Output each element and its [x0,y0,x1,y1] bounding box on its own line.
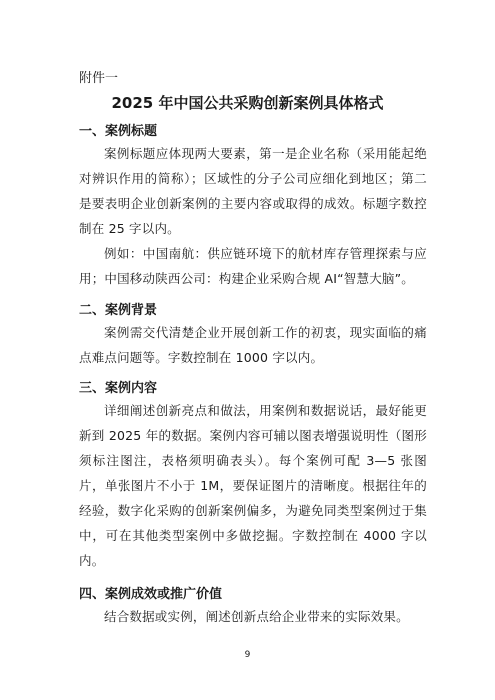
section-title-paragraph-2: 例如：中国南航：供应链环境下的航材库存管理探索与应用；中国移动陕西公司：构建企业采购合规 AI“智慧大脑”。 [79,246,427,286]
page-number: 9 [244,650,251,660]
section-heading-title: 一、案例标题 [79,124,158,139]
section-title-paragraph-1: 案例标题应体现两大要素，第一是企业名称（采用能起绝对辨识作用的简称）；区域性的分子公司应细化到地区；第二是要表明企业创新案例的主要内容或取得的成效。标题字数控制在 25 字以内。 [79,146,427,236]
section-results-paragraph: 结合数据或实例，阐述创新点给企业带来的实际效果。 [104,609,409,624]
section-heading-results: 四、案例成效或推广价值 [79,587,223,602]
section-heading-content: 三、案例内容 [79,381,158,396]
document-title: 2025 年中国公共采购创新案例具体格式 [111,94,384,112]
section-content-paragraph: 详细阐述创新亮点和做法，用案例和数据说话，最好能更新到 2025 年的数据。案例内容可辅以图表增强说明性（图形须标注图注，表格须明确表头）。每个案例可配 3—5 张图片，单张图片不小于 1M，要保证图片的清晰度。根据往年的经验，数字化采购的创新案例偏多，为避免同类型案例过于集中，可在其他类型案例中多做挖掘。字数控制在 4000 字以内。 [79,403,427,568]
attachment-label: 附件一 [79,71,119,86]
section-heading-background: 二、案例背景 [79,303,158,318]
section-background-paragraph: 案例需交代清楚企业开展创新工作的初衷，现实面临的痛点难点问题等。字数控制在 1000 字以内。 [79,325,427,365]
